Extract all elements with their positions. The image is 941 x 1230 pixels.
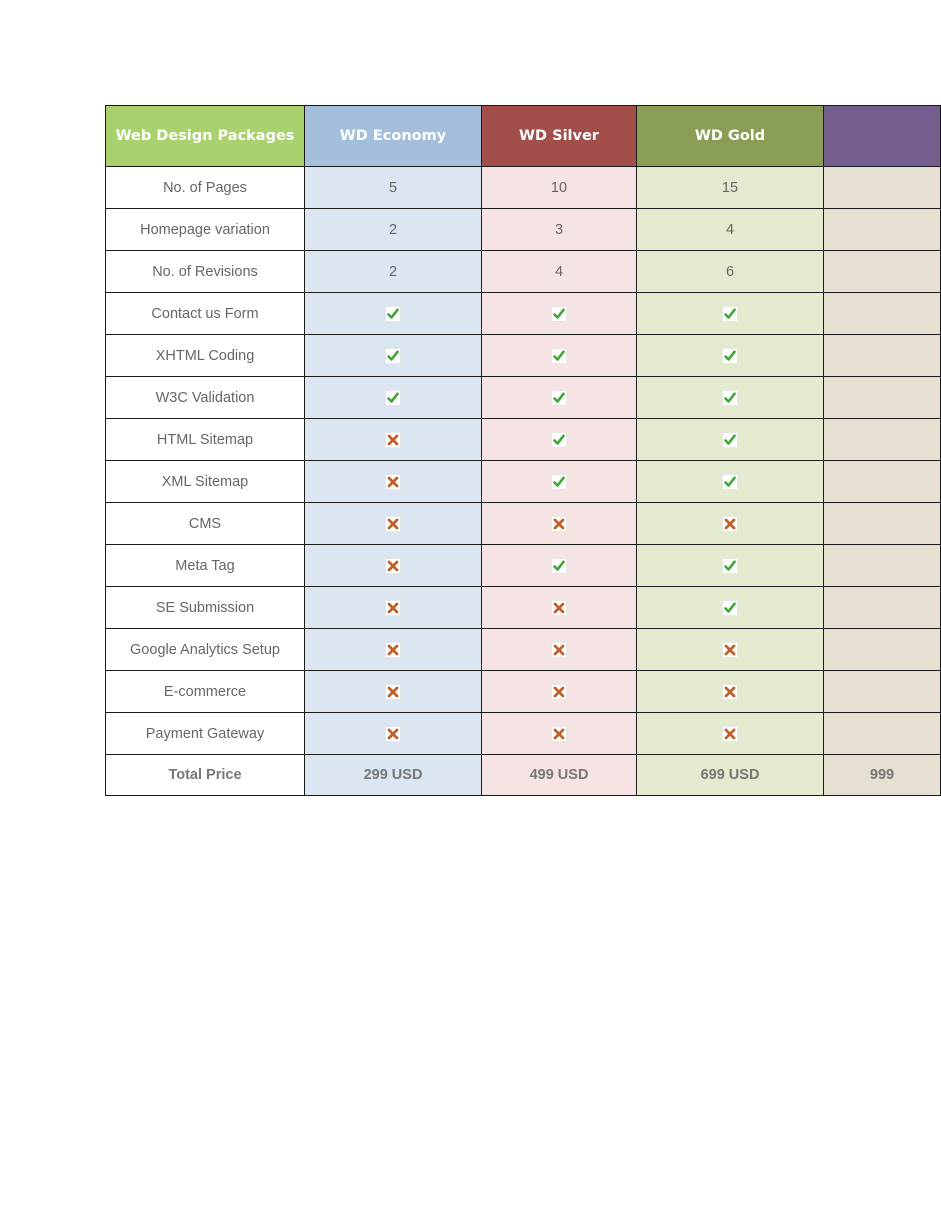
cell-feature: No. of Revisions: [106, 251, 305, 293]
cross-icon: [385, 558, 401, 574]
table-row: [106, 629, 941, 671]
cell-gold: [637, 419, 824, 461]
check-icon: [722, 348, 738, 364]
cell-platinum: [824, 713, 941, 755]
cell-economy: 299 USD: [305, 755, 482, 796]
pricing-table: [105, 105, 941, 796]
cell-economy: 2: [305, 209, 482, 251]
check-icon: [722, 474, 738, 490]
cross-icon: [385, 432, 401, 448]
table-row: [106, 461, 941, 503]
cell-economy: [305, 293, 482, 335]
cell-silver: 3: [482, 209, 637, 251]
cell-feature: E-commerce: [106, 671, 305, 713]
cell-platinum: [824, 335, 941, 377]
cell-silver: [482, 461, 637, 503]
cell-gold: [637, 461, 824, 503]
total-row: [106, 755, 941, 796]
cell-silver: [482, 377, 637, 419]
table-row: [106, 545, 941, 587]
cell-silver: 10: [482, 167, 637, 209]
cell-feature: Payment Gateway: [106, 713, 305, 755]
cell-economy: [305, 503, 482, 545]
table-row: [106, 293, 941, 335]
cell-gold: [637, 713, 824, 755]
check-icon: [385, 348, 401, 364]
check-icon: [722, 390, 738, 406]
cell-gold: [637, 335, 824, 377]
cell-gold: [637, 671, 824, 713]
cell-silver: [482, 419, 637, 461]
cross-icon: [722, 684, 738, 700]
cell-feature: XHTML Coding: [106, 335, 305, 377]
cell-feature: Homepage variation: [106, 209, 305, 251]
cell-silver: [482, 587, 637, 629]
cell-feature: Contact us Form: [106, 293, 305, 335]
cell-feature: No. of Pages: [106, 167, 305, 209]
cell-silver: [482, 671, 637, 713]
cell-gold: [637, 545, 824, 587]
cell-gold: 699 USD: [637, 755, 824, 796]
cell-platinum: 999: [824, 755, 941, 796]
cell-economy: [305, 545, 482, 587]
cell-economy: [305, 713, 482, 755]
cell-economy: [305, 671, 482, 713]
check-icon: [385, 390, 401, 406]
cell-gold: [637, 377, 824, 419]
table-row: [106, 251, 941, 293]
cell-feature: HTML Sitemap: [106, 419, 305, 461]
cell-platinum: [824, 209, 941, 251]
cell-economy: [305, 587, 482, 629]
cell-economy: [305, 461, 482, 503]
cell-feature: XML Sitemap: [106, 461, 305, 503]
header-economy: WD Economy: [305, 106, 482, 167]
cross-icon: [722, 642, 738, 658]
cell-feature: SE Submission: [106, 587, 305, 629]
header-gold: WD Gold: [637, 106, 824, 167]
cross-icon: [385, 642, 401, 658]
cross-icon: [551, 600, 567, 616]
cell-platinum: [824, 503, 941, 545]
cell-gold: 4: [637, 209, 824, 251]
cell-economy: [305, 419, 482, 461]
cross-icon: [385, 684, 401, 700]
table-row: [106, 671, 941, 713]
cell-gold: [637, 503, 824, 545]
cell-platinum: [824, 461, 941, 503]
cross-icon: [385, 726, 401, 742]
check-icon: [722, 558, 738, 574]
table-row: [106, 335, 941, 377]
cell-platinum: [824, 419, 941, 461]
cell-platinum: [824, 167, 941, 209]
cell-feature: W3C Validation: [106, 377, 305, 419]
cell-feature: CMS: [106, 503, 305, 545]
cross-icon: [385, 474, 401, 490]
check-icon: [722, 306, 738, 322]
cell-feature: Google Analytics Setup: [106, 629, 305, 671]
cell-economy: 5: [305, 167, 482, 209]
cell-platinum: [824, 671, 941, 713]
cell-silver: [482, 293, 637, 335]
table-row: [106, 587, 941, 629]
cell-platinum: [824, 293, 941, 335]
header-platinum: [824, 106, 941, 167]
cell-silver: [482, 545, 637, 587]
check-icon: [551, 306, 567, 322]
header-row: [106, 106, 941, 167]
check-icon: [722, 432, 738, 448]
cell-platinum: [824, 251, 941, 293]
check-icon: [551, 390, 567, 406]
header-silver: WD Silver: [482, 106, 637, 167]
cell-gold: 6: [637, 251, 824, 293]
cross-icon: [551, 516, 567, 532]
cell-silver: [482, 335, 637, 377]
cell-silver: 4: [482, 251, 637, 293]
header-feature: Web Design Packages: [106, 106, 305, 167]
cross-icon: [385, 516, 401, 532]
cell-economy: 2: [305, 251, 482, 293]
table-row: [106, 713, 941, 755]
cross-icon: [385, 600, 401, 616]
check-icon: [551, 348, 567, 364]
cross-icon: [551, 684, 567, 700]
table-row: [106, 377, 941, 419]
check-icon: [385, 306, 401, 322]
cell-economy: [305, 377, 482, 419]
cell-platinum: [824, 545, 941, 587]
cross-icon: [722, 726, 738, 742]
table-row: [106, 167, 941, 209]
cell-silver: [482, 629, 637, 671]
check-icon: [722, 600, 738, 616]
cross-icon: [722, 516, 738, 532]
check-icon: [551, 558, 567, 574]
cell-platinum: [824, 377, 941, 419]
table-row: [106, 419, 941, 461]
table-row: [106, 209, 941, 251]
cell-gold: [637, 293, 824, 335]
cell-economy: [305, 629, 482, 671]
cell-silver: [482, 713, 637, 755]
cell-platinum: [824, 629, 941, 671]
pricing-table-container: [105, 105, 895, 811]
cross-icon: [551, 642, 567, 658]
cell-gold: [637, 587, 824, 629]
cell-feature: Meta Tag: [106, 545, 305, 587]
cell-feature: Total Price: [106, 755, 305, 796]
table-row: [106, 503, 941, 545]
cell-economy: [305, 335, 482, 377]
cell-gold: 15: [637, 167, 824, 209]
cell-silver: 499 USD: [482, 755, 637, 796]
check-icon: [551, 474, 567, 490]
cell-silver: [482, 503, 637, 545]
check-icon: [551, 432, 567, 448]
cell-platinum: [824, 587, 941, 629]
cell-gold: [637, 629, 824, 671]
cross-icon: [551, 726, 567, 742]
